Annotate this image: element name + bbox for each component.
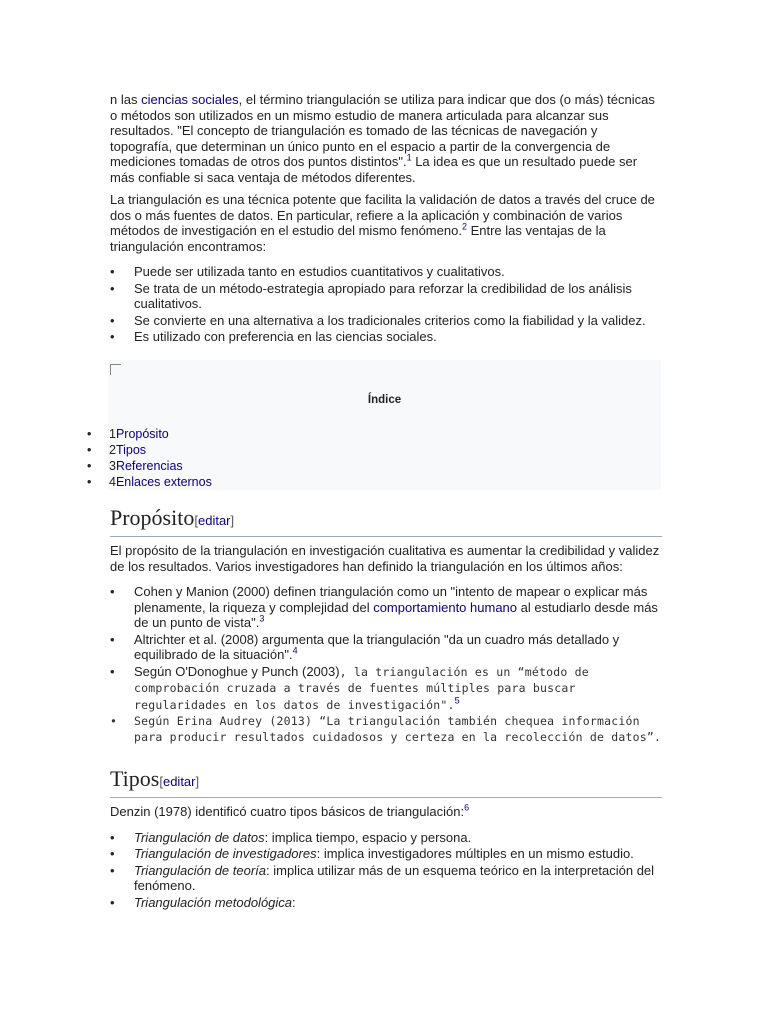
edit-tipos-link[interactable]: editar	[162, 774, 196, 789]
text: n las	[110, 92, 142, 107]
footnote-5-link[interactable]: 5	[454, 695, 460, 706]
tipos-paragraph	[110, 804, 662, 820]
toc-item[interactable]	[87, 474, 212, 490]
types-list	[110, 830, 662, 911]
ciencias-sociales-link[interactable]: ciencias sociales	[141, 92, 239, 107]
edit-section	[159, 774, 199, 789]
toc-number: 2	[109, 443, 116, 457]
footnote-3-link[interactable]: 3	[259, 613, 265, 624]
edit-section	[194, 513, 234, 528]
list-item: • Se convierte en una alternativa a los tradicionales criterios como la fiabilidad y la validez.	[110, 313, 662, 329]
bracket: ]	[195, 774, 200, 789]
proposito-section	[110, 505, 662, 746]
toc-number: 3	[109, 459, 116, 473]
toc-number: 4	[109, 475, 116, 489]
list-item: • Según Erina Audrey (2013) “La triangulación también chequea información para producir resultados cuidadosos y certeza en la recolección de datos”.	[110, 714, 662, 745]
text: : implica utilizar más de un esquema teórico en la interpretación del fenómeno.	[134, 862, 655, 893]
toc-link-enlaces-externos[interactable]: Enlaces externos	[115, 475, 212, 489]
text: Entre las ventajas de la triangulación encontramos:	[110, 223, 606, 254]
intro-paragraph-1	[110, 92, 662, 185]
toc-item[interactable]	[87, 442, 212, 458]
toc-item[interactable]	[87, 458, 212, 474]
text: , el término triangulación se utiliza para indicar que dos (o más) técnicas o métodos son utilizados en un mismo estudio de manera articulada para alcanzar sus resultados. "El concepto de triangulación es tomado de las técnicas de navegación y topografía, que determinan un único punto en el espacio a partir de la convergencia de mediciones tomadas de otros dos puntos distintos".	[110, 92, 655, 169]
intro-section	[110, 92, 662, 346]
text: : implica investigadores múltiples en un mismo estudio.	[316, 846, 634, 861]
list-item	[110, 846, 662, 862]
toc-link-tipos[interactable]: Tipos	[115, 443, 147, 457]
toc-item[interactable]	[87, 426, 212, 442]
text: , la triangulación es un “método de comprobación cruzada a través de fuentes múltiples para buscar regularidades en los datos de investigación".	[134, 664, 589, 712]
toc-list	[87, 426, 212, 490]
tipos-heading	[110, 766, 662, 798]
list-item	[110, 584, 662, 631]
proposito-paragraph: El propósito de la triangulación en investigación cualitativa es aumentar la credibilidad y validez de los resultados. Varios investigadores han definido la triangulación en los últimos años:	[110, 543, 660, 574]
footnote-2-link[interactable]: 2	[461, 221, 467, 232]
toc-toggle-icon[interactable]	[110, 364, 121, 375]
text: :	[292, 894, 296, 910]
text: Según O'Donoghue y Punch (2003)	[134, 663, 340, 679]
list-item	[110, 830, 662, 846]
list-item	[110, 895, 662, 911]
advantages-list	[110, 264, 662, 345]
bracket: [	[159, 774, 163, 789]
heading-text: Tipos	[110, 766, 160, 791]
text: al estudiarlo desde más de un punto de vista".	[134, 599, 658, 630]
intro-paragraph-2	[110, 192, 662, 254]
list-item: • Se trata de un método-estrategia apropiado para reforzar la credibilidad de los análisis cualitativos.	[110, 281, 662, 312]
toc-number: 1	[109, 427, 116, 441]
term: Triangulación de teoría	[134, 862, 267, 878]
toc-link-proposito[interactable]: Propósito	[115, 427, 169, 441]
footnote-6-link[interactable]: 6	[464, 802, 470, 813]
text: La triangulación es una técnica potente que facilita la validación de datos a través del cruce de dos o más fuentes de datos. En particular, refiere a la aplicación y combinación de varios métodos de investigación en el estudio del mismo fenómeno.	[110, 192, 655, 238]
definitions-list	[110, 584, 662, 745]
text: La idea es que un resultado puede ser más confiable si saca ventaja de métodos diferentes.	[110, 154, 638, 185]
proposito-heading	[110, 505, 662, 537]
tipos-section	[110, 766, 662, 911]
list-item	[110, 632, 662, 663]
list-item: • Es utilizado con preferencia en las ciencias sociales.	[110, 329, 662, 345]
text: Altrichter et al. (2008) argumenta que la triangulación "da un cuadro más detallado y equilibrado de la situación".	[134, 631, 620, 662]
edit-proposito-link[interactable]: editar	[197, 513, 231, 528]
text: Cohen y Manion (2000) definen triangulación como un "intento de mapear o explicar más plenamente, la riqueza y complejidad del	[134, 584, 648, 615]
footnote-1-link[interactable]: 1	[406, 152, 412, 163]
list-item: • Puede ser utilizada tanto en estudios cuantitativos y cualitativos.	[110, 264, 662, 280]
comportamiento-humano-link[interactable]: comportamiento humano	[373, 599, 518, 615]
term: Triangulación de datos	[134, 829, 265, 845]
bracket: [	[194, 513, 198, 528]
heading-text: Propósito	[110, 505, 195, 530]
list-item	[110, 664, 662, 714]
bracket: ]	[230, 513, 235, 528]
toc-title: Índice	[367, 394, 402, 406]
text: Denzin (1978) identificó cuatro tipos básicos de triangulación:	[110, 804, 465, 819]
text: : implica tiempo, espacio y persona.	[264, 829, 472, 845]
list-item	[110, 863, 662, 894]
footnote-4-link[interactable]: 4	[292, 645, 298, 656]
toc-link-referencias[interactable]: Referencias	[115, 459, 183, 473]
term: Triangulación de investigadores	[134, 846, 317, 861]
term: Triangulación metodológica	[134, 894, 293, 910]
